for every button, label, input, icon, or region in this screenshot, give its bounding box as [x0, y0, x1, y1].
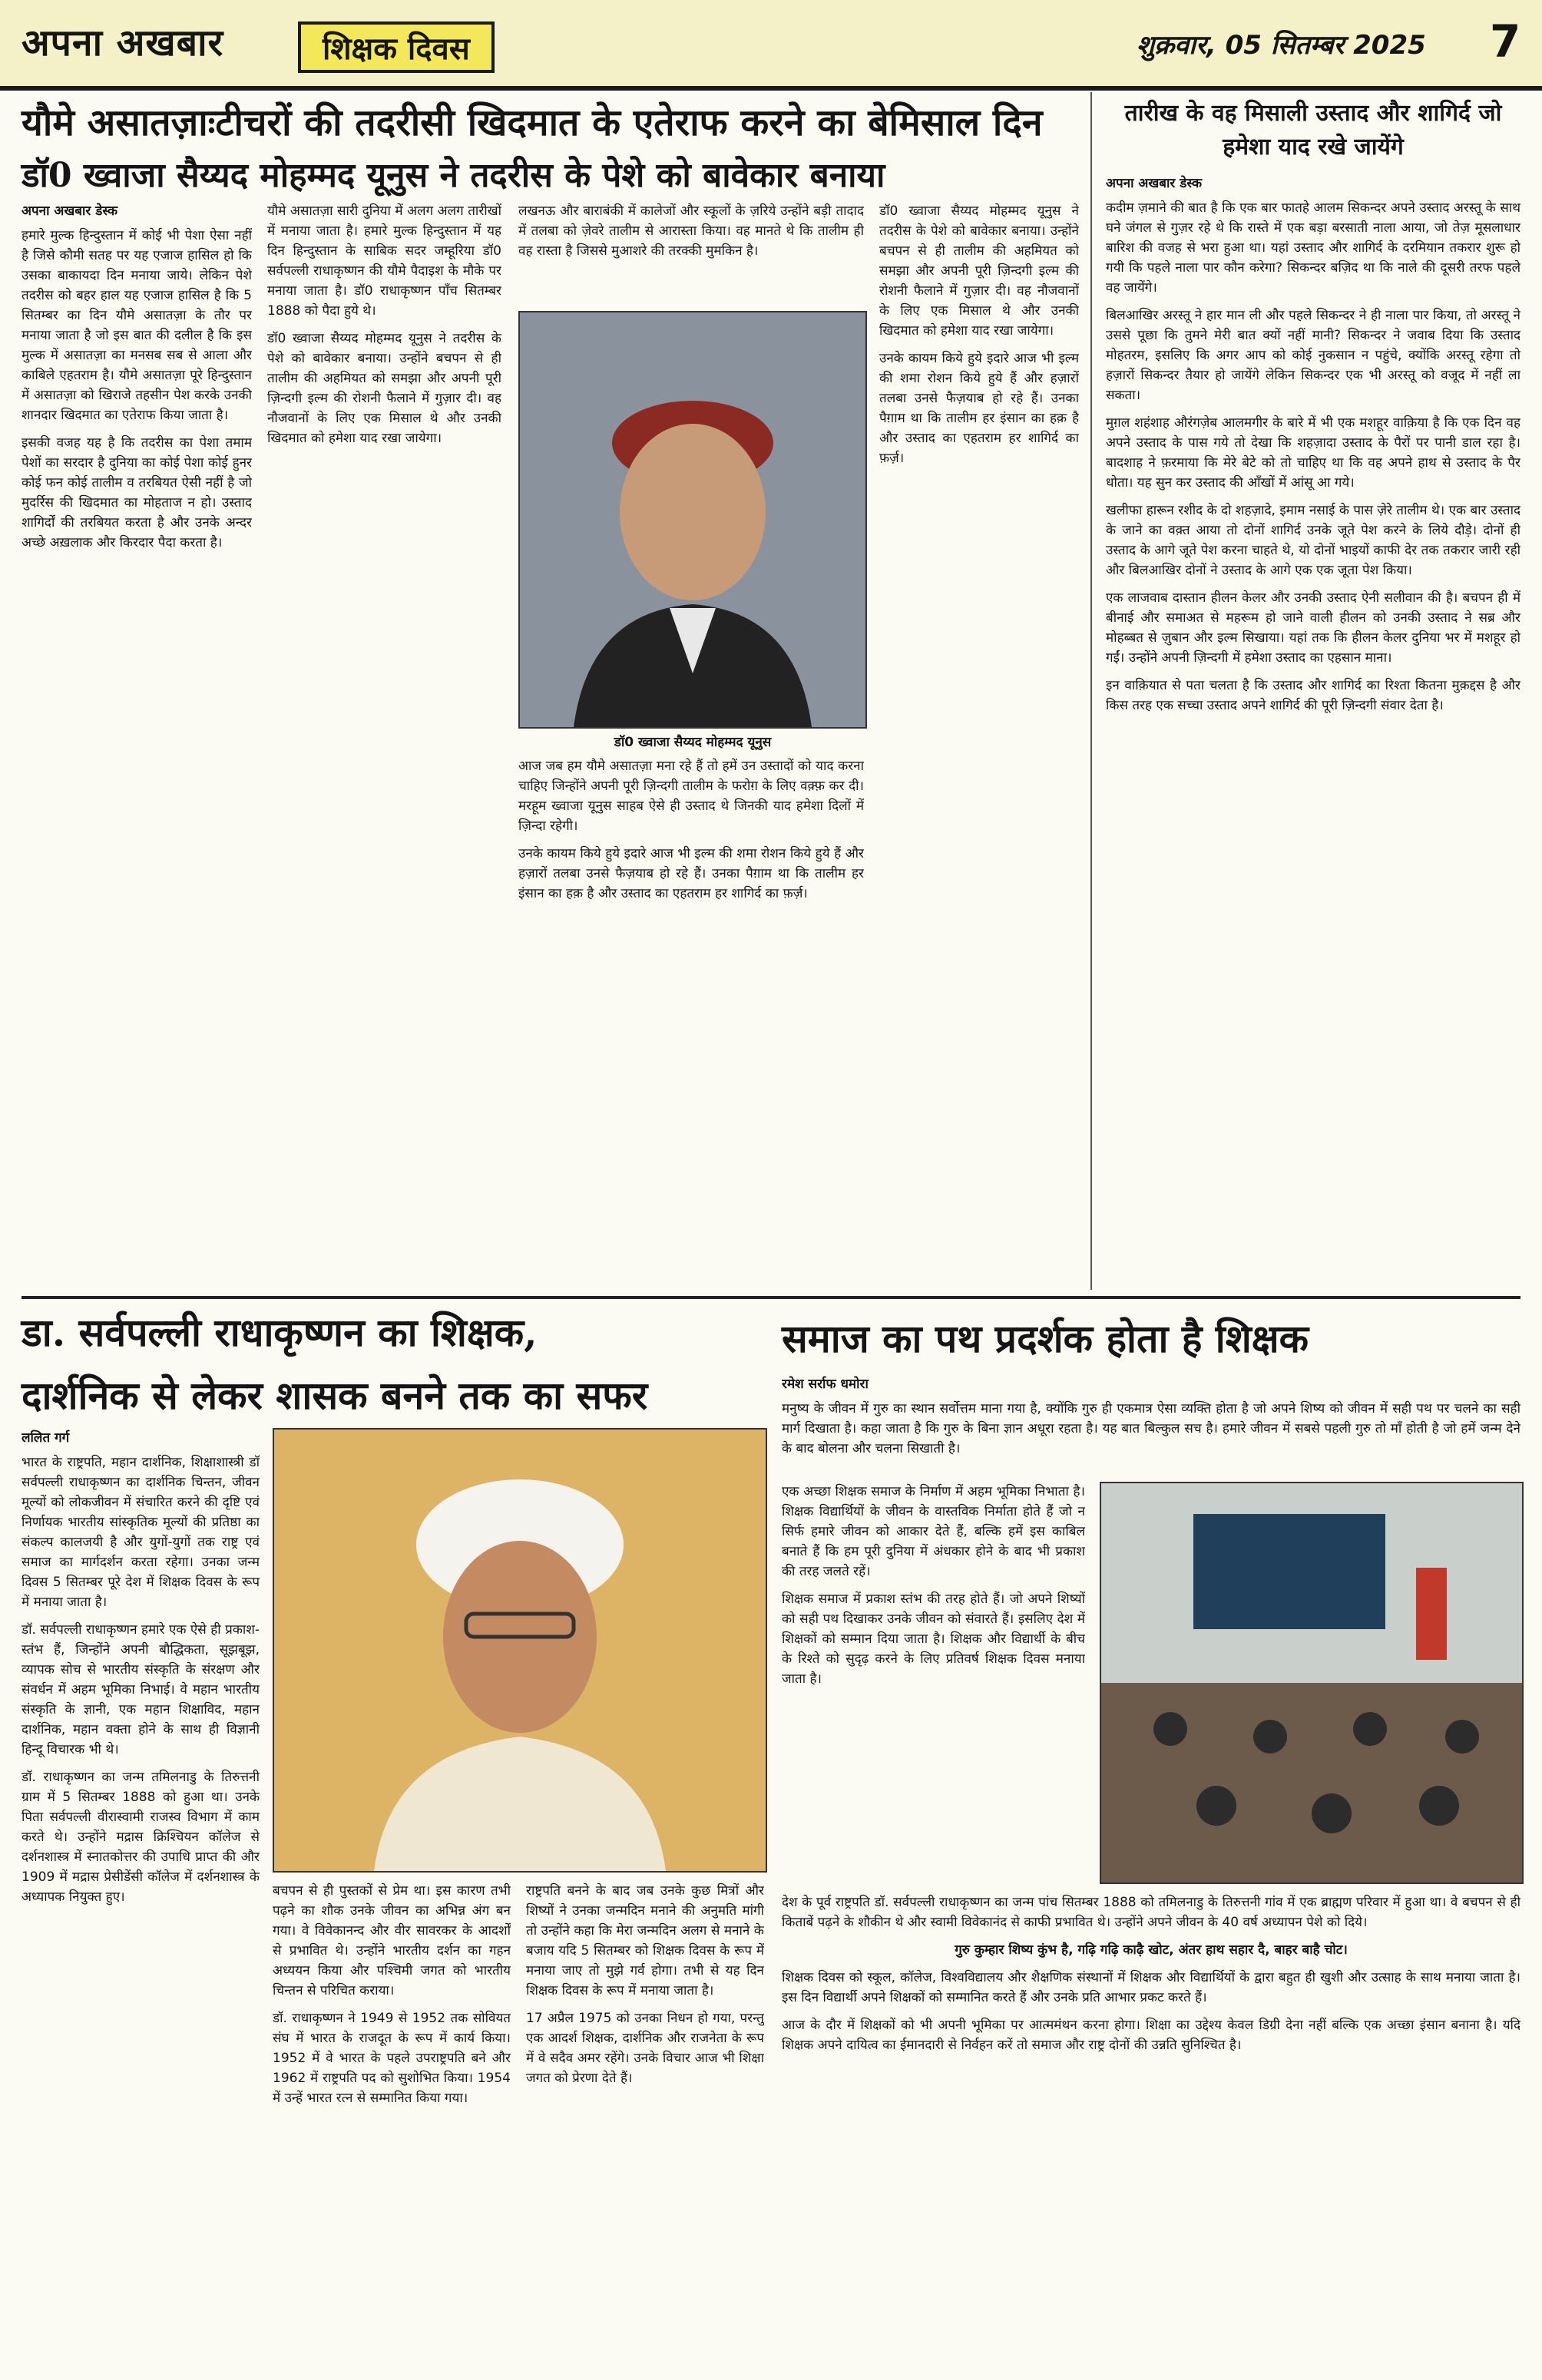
- article2-paragraph: डॉ. राधाकृष्णन ने 1949 से 1952 तक सोवियत संघ में भारत के राजदूत के रूप में कार्य किया। 1952 में वे भारत के पहले उपराष्ट्रपति बने और 1962 में राष्ट्रपति पद को सुशोभित किया। 1954 में उन्हें भारत रत्न से सम्मानित किया गया।: [273, 2011, 511, 2106]
- side-article-paragraph: मुग़ल शहंशाह औरंगज़ेब आलमगीर के बारे में भी एक मशहूर वाक़िया है कि एक दिन वह अपने उस्ताद के पास गये तो देखा कि शहज़ादा उस्ताद के पैरों पर पानी डाल रहा है। बादशाह ने फ़रमाया कि मेरे बेटे को तो चाहिए था कि वह अपने हाथ से उस्ताद के पैर धोता। यह सुन कर उस्ताद की आँखों में आंसू आ गये।: [1106, 415, 1520, 491]
- side-article-paragraph: एक लाजवाब दास्तान हीलन केलर और उनकी उस्ताद ऐनी सलीवान की है। बचपन ही में बीनाई और समाअत से महरूम हो जाने वाली हीलन को उनकी उस्ताद ने सब्र और मोहब्बत से ज़ुबान और इल्म सिखाया। यहां तक कि हीलन केलर दुनिया भर में मशहूर हो गईं। उन्होंने अपनी ज़िन्दगी में हमेशा उस्ताद का एहसान माना।: [1106, 590, 1520, 666]
- article2-paragraph: डॉ. सर्वपल्ली राधाकृष्णन हमारे एक ऐसे ही प्रकाश-स्तंभ हैं, जिन्होंने अपनी बौद्धिकता, सूझबूझ, व्यापक सोच से भारतीय संस्कृति के संरक्षण और संवर्धन में अहम भूमिका निभाई। वे महान भारतीय संस्कृति के ज्ञानी, एक महान शिक्षाविद, महान दार्शनिक, महान वक्ता होने के साथ ही विज्ञानी हिन्दू विचारक भी थे।: [22, 1622, 260, 1757]
- article3-quote: गुरु कुम्हार शिष्य कुंभ है, गढ़ि गढ़ि काढ़ै खोट, अंतर हाथ सहार दै, बाहर बाहै चोट।: [955, 1942, 1348, 1958]
- article3-classroom-photo: [1100, 1482, 1524, 1884]
- article1-paragraph: यौमे असातज़ा सारी दुनिया में अलग अलग तारीखों में मनाया जाता है। हमारे मुल्क हिन्दुस्तान में यह दिन हिन्दुस्तान के साबिक सदर जम्हूरिया डॉ0 सर्वपल्ली राधाकृष्णन की यौमे पैदाइश के मौके पर मनाया जाता है। डॉ0 राधाकृष्णन पाँच सितम्बर 1888 को पैदा हुये थे।: [267, 203, 501, 319]
- page-number: 7: [1490, 15, 1521, 68]
- article2-column-3: [526, 1881, 764, 2368]
- article3-paragraph: एक अच्छा शिक्षक समाज के निर्माण में अहम भूमिका निभाता है। शिक्षक विद्यार्थियों के जीवन के वास्तविक निर्माता होते हैं जो न सिर्फ हमारे जीवन को आकार देते हैं, बल्कि हमें इस काबिल बनाते हैं कि हम पूरी दुनिया में अंधकार होने के बाद भी प्रकाश की तरह जलते रहें।: [782, 1484, 1085, 1579]
- side-article-paragraph: बिलआखिर अरस्तू ने हार मान ली और पहले सिकन्दर ने ही नाला पार किया, तो अरस्तू ने उससे पूछा कि तुमने मेरी बात क्यों नहीं मानी? सिकन्दर ने जवाब दिया कि उस्ताद मोहतरम, इसलिए कि अगर आप को कोई नुकसान न पहुंचे, क्योंकि अरस्तू रहेगा तो हज़ारों सिकन्दर तैयार हो जायेंगे लेकिन सिकन्दर एक भी अरस्तू को वजूद में नहीं ला सकता।: [1106, 308, 1520, 403]
- article1-photo-caption: डॉ0 ख्वाजा सैय्यद मोहम्मद यूनुस: [614, 735, 772, 750]
- article1-column-1: [22, 201, 252, 1284]
- masthead: [0, 0, 1542, 91]
- issue-date: शुक्रवार, 05 सितम्बर 2025: [1137, 30, 1426, 61]
- article1-paragraph: डॉ0 ख्वाजा सैय्यद मोहम्मद यूनुस ने तदरीस के पेशे को बावेकार बनाया। उन्होंने बचपन से ही तालीम की अहमियत को समझा और अपनी पूरी ज़िन्दगी इल्म की रोशनी फैलाने में गुज़ार दी। वह नौजवानों के लिए एक मिसाल थे और उनकी खिदमात को हमेशा याद रखा जायेगा।: [879, 203, 1079, 339]
- article2-paragraph: 17 अप्रैल 1975 को उनका निधन हो गया, परन्तु एक आदर्श शिक्षक, दार्शनिक और राजनेता के रूप में वे सदैव अमर रहेंगे। उनके विचार आज भी शिक्षा जगत को प्रेरणा देते हैं।: [526, 2011, 764, 2086]
- article1-headline: यौमे असातज़ाःटीचरों की तदरीसी खिदमात के एतेराफ करने का बेमिसाल दिन: [22, 101, 1043, 144]
- side-article-body: [1106, 174, 1520, 1284]
- article2-column-1: [22, 1428, 260, 2368]
- article2-paragraph: राष्ट्रपति बनने के बाद जब उनके कुछ मित्रों और शिष्यों ने उनका जन्मदिन मनाने की अनुमति मांगी तो उन्होंने कहा कि मेरा जन्मदिन अलग से मनाने के बजाय यदि 5 सितम्बर को शिक्षक दिवस के रूप में मनाया जाए तो मुझे गर्व होगा। तभी से यह दिन शिक्षक दिवस के रूप में मनाया जाता है।: [526, 1883, 764, 1998]
- article1-paragraph: इसकी वजह यह है कि तदरीस का पेशा तमाम पेशों का सरदार है दुनिया का कोई पेशा कोई हुनर कोई फन कोई तालीम व तरबियत ऐसी नहीं है जो मुदर्रिस की खिदमात का मोहताज न हो। उस्ताद शागिर्दों की तरबियत करता है और उनके अन्दर अच्छे अख़लाक और किरदार पैदा करता है।: [22, 435, 252, 550]
- article1-column-3-bottom: [518, 756, 864, 1284]
- article3-paragraph: देश के पूर्व राष्ट्रपति डॉ. सर्वपल्ली राधाकृष्णन का जन्म पांच सितम्बर 1888 को तमिलनाडु के तिरुत्तनी गांव में एक ब्राह्मण परिवार में हुआ था। वे बचपन से ही किताबें पढ़ने के शौकीन थे और स्वामी विवेकानंद से काफी प्रभावित थे। उन्होंने अपने जीवन के 40 वर्ष अध्यापन पेशे को दिये।: [782, 1895, 1520, 1930]
- article2-paragraph: बचपन से ही पुस्तकों से प्रेम था। इस कारण तभी पढ़ने का शौक उनके जीवन का अभिन्न अंग बन गया। वे विवेकानन्द और वीर सावरकर के आदर्शों से प्रभावित थे। उन्होंने भारतीय दर्शन का गहन अध्ययन किया और पश्चिमी जगत को भारतीय चिन्तन से परिचित कराया।: [273, 1883, 511, 1998]
- article2-paragraph: डॉ. राधाकृष्णन का जन्म तमिलनाडु के तिरुत्तनी ग्राम में 5 सितम्बर 1888 को हुआ था। उनके पिता सर्वपल्ली वीरास्वामी राजस्व विभाग में काम करते थे। उन्होंने मद्रास क्रिश्चियन कॉलेज से दर्शनशास्त्र में स्नातकोत्तर की उपाधि प्राप्त की और 1909 में मद्रास प्रेसीडेंसी कॉलेज में दर्शनशास्त्र के अध्यापक नियुक्त हुए।: [22, 1770, 260, 1905]
- side-article-paragraph: खलीफा हारून रशीद के दो शहज़ादे, इमाम नसाई के पास ज़ेरे तालीम थे। एक बार उस्ताद के जाने का वक़्त आया तो दोनों शागिर्द उनके जूते पेश करने के लिये दौड़े। दोनों ही उस्ताद के आगे जूते पेश करना चाहते थे, यो दोनों भाइयों काफी देर तक तकरार जारी रही और बिलआखिर दोनों ने उस्ताद के आगे एक एक जूता पेश किया।: [1106, 503, 1520, 578]
- article1-paragraph: डॉ0 ख्वाजा सैय्यद मोहम्मद यूनुस ने तदरीस के पेशे को बावेकार बनाया। उन्होंने बचपन से ही तालीम की अहमियत को समझा और अपनी पूरी ज़िन्दगी इल्म की रोशनी फैलाने में गुज़ार दी। वह नौजवानों के लिए एक मिसाल थे और उनकी खिदमात को हमेशा याद रखा जायेगा।: [267, 331, 501, 446]
- article3-intro: [782, 1374, 1520, 1478]
- side-article-paragraph: इन वाक़ियात से पता चलता है कि उस्ताद और शागिर्द का रिश्ता कितना मुक़द्दस है और किस तरह एक सच्चा उस्ताद अपने शागिर्द की पूरी ज़िन्दगी संवार देता है।: [1106, 678, 1520, 713]
- side-article-byline: अपना अखबार डेस्क: [1106, 176, 1203, 191]
- article3-column-left: [782, 1482, 1085, 1881]
- article1-column-2: [267, 201, 501, 1284]
- article3-body: [782, 1892, 1520, 2368]
- article1-portrait-photo: [518, 311, 867, 750]
- article2-column-2: [273, 1881, 511, 2368]
- article1-byline: अपना अखबार डेस्क: [22, 203, 118, 219]
- article3-paragraph: शिक्षक दिवस को स्कूल, कॉलेज, विश्वविद्यालय और शैक्षणिक संस्थानों में शिक्षक और विद्यार्थियों के द्वारा बहुत ही खुशी और उत्साह के साथ मनाया जाता है। इस दिन विद्यार्थी अपने शिक्षकों को सम्मानित करते हैं और उनके प्रति आभार प्रकट करते हैं।: [782, 1970, 1520, 2005]
- classroom-illustration: [1101, 1483, 1522, 1883]
- article1-column-3-top: [518, 201, 864, 305]
- column-divider: [1090, 92, 1092, 1290]
- article3-byline: रमेश सर्राफ धमोरा: [782, 1377, 869, 1392]
- article3-headline: समाज का पथ प्रदर्शक होता है शिक्षक: [782, 1316, 1309, 1361]
- section-divider: [22, 1296, 1520, 1299]
- article3-paragraph: मनुष्य के जीवन में गुरु का स्थान सर्वोत्तम माना गया है, क्योंकि गुरु ही एकमात्र ऐसा व्यक्ति होता है जो अपने शिष्य को जीवन में सही पथ पर चलने का सही मार्ग दिखाता है। कहा जाता है कि गुरु के बिना ज्ञान अधूरा रहता है। यह बात बिल्कुल सच है। हमारे जीवन में सबसे पहली गुरु तो माँ होती है जो हमें जन्म देने के बाद बोलना और चलना सिखाती है।: [782, 1401, 1520, 1456]
- article1-paragraph: लखनऊ और बाराबंकी में कालेजों और स्कूलों के ज़रिये उन्होंने बड़ी तादाद में तलबा को ज़ेवरे तालीम से आरास्ता किया। वह मानते थे कि तालीम ही वह रास्ता है जिससे मुआशरे की तरक्की मुमकिन है।: [518, 203, 864, 259]
- side-article-headline: तारीख के वह मिसाली उस्ताद और शागिर्द जो हमेशा याद रखे जायेंगे: [1124, 100, 1502, 160]
- portrait-illustration: [274, 1430, 766, 1871]
- article2-headline-line1: डा. सर्वपल्ली राधाकृष्णन का शिक्षक,: [22, 1310, 538, 1355]
- article1-paragraph: उनके कायम किये हुये इदारे आज भी इल्म की शमा रोशन किये हुये हैं और हज़ारों तलबा उनसे फैज़याब हो रहे हैं। उनका पैग़ाम था कि तालीम हर इंसान का हक़ है और उस्ताद का एहतराम हर शागिर्द का फ़र्ज़।: [879, 351, 1079, 466]
- article1-paragraph: हमारे मुल्क हिन्दुस्तान में कोई भी पेशा ऐसा नहीं है जिसे कौमी सतह पर यह एजाज हासिल हो कि उसका बाकायदा दिन मनाया जाये। लेकिन पेशे तदरीस को बहर हाल यह एजाज हासिल है कि 5 सितम्बर का दिन यौमे असातज़ा के तौर पर मनाया जाता है जो इस बात की दलील है कि इस मुल्क में असातज़ा का मनसब सब से आला और काबिले एहतराम है। यौमे असातज़ा पूरे हिन्दुस्तान में असातज़ा को खिराजे तहसीन पेश करके उनकी शानदार खिदमात का एतेराफ किया जाता है।: [22, 228, 252, 423]
- article2-headline-line2: दार्शनिक से लेकर शासक बनने तक का सफर: [22, 1373, 648, 1418]
- article3-paragraph: शिक्षक समाज में प्रकाश स्तंभ की तरह होते हैं। जो अपने शिष्यों को सही पथ दिखाकर उनके जीवन को संवारते हैं। इसलिए देश में शिक्षकों को सम्मान दिया जाता है। शिक्षक और विद्यार्थी के बीच के रिश्ते को सुदृढ़ करने के लिए प्रतिवर्ष शिक्षक दिवस मनाया जाता है।: [782, 1592, 1085, 1687]
- section-tag: शिक्षक दिवस: [298, 21, 495, 73]
- paper-name: अपना अखबार: [22, 21, 224, 64]
- article1-column-4: [879, 201, 1079, 1284]
- article2-paragraph: भारत के राष्ट्रपति, महान दार्शनिक, शिक्षाशास्त्री डॉ सर्वपल्ली राधाकृष्णन का दार्शनिक चिन्तन, जीवन मूल्यों को लोकजीवन में संचारित करने की दृष्टि एवं निर्णायक भारतीय सांस्कृतिक मूल्यों की प्रतिष्ठा का संकल्प कालजयी है और युगों-युगों तक राष्ट्र एवं समाज का मार्गदर्शन करता रहेगा। उनका जन्म दिवस 5 सितम्बर पूरे देश में शिक्षक दिवस के रूप में मनाया जाता है।: [22, 1455, 260, 1610]
- article2-portrait-photo: [273, 1428, 767, 1873]
- portrait-illustration: [520, 312, 865, 727]
- article1-subheadline: डॉ0 ख्वाजा सैय्यद मोहम्मद यूनुस ने तदरीस के पेशे को बावेकार बनाया: [22, 156, 885, 195]
- article3-paragraph: आज के दौर में शिक्षकों को भी अपनी भूमिका पर आत्ममंथन करना होगा। शिक्षा का उद्देश्य केवल डिग्री देना नहीं बल्कि एक अच्छा इंसान बनाना है। यदि शिक्षक अपने दायित्व का ईमानदारी से निर्वहन करें तो समाज और राष्ट्र दोनों की उन्नति सुनिश्चित है।: [782, 2018, 1520, 2053]
- article2-byline: ललित गर्ग: [22, 1430, 70, 1446]
- side-article-paragraph: कदीम ज़माने की बात है कि एक बार फातहे आलम सिकन्दर अपने उस्ताद अरस्तू के साथ घने जंगल से गुज़र रहे थे कि रास्ते में एक बड़ा बरसाती नाला आया, जो तेज़ मूसलाधार बारिश की वजह से भरा हुआ था। यहां उस्ताद और शागिर्द के दरमियान तकरार शुरू हो गयी कि पहले नाला पार कौन करेगा? सिकन्दर बज़िद था कि नाले की दूसरी तरफ पहले वह जायेंगे।: [1106, 200, 1520, 296]
- article1-paragraph: उनके कायम किये हुये इदारे आज भी इल्म की शमा रोशन किये हुये हैं और हज़ारों तलबा उनसे फैज़याब हो रहे हैं। उनका पैग़ाम था कि तालीम हर इंसान का हक़ है और उस्ताद का एहतराम हर शागिर्द का फ़र्ज़।: [518, 846, 864, 901]
- article1-paragraph: आज जब हम यौमे असातज़ा मना रहे हैं तो हमें उन उस्तादों को याद करना चाहिए जिन्होंने अपनी पूरी ज़िन्दगी तालीम के फरोग़ के लिए वक़्फ़ कर दी। मरहूम ख्वाजा यूनुस साहब ऐसे ही उस्ताद थे जिनकी याद हमेशा दिलों में ज़िन्दा रहेगी।: [518, 759, 864, 834]
